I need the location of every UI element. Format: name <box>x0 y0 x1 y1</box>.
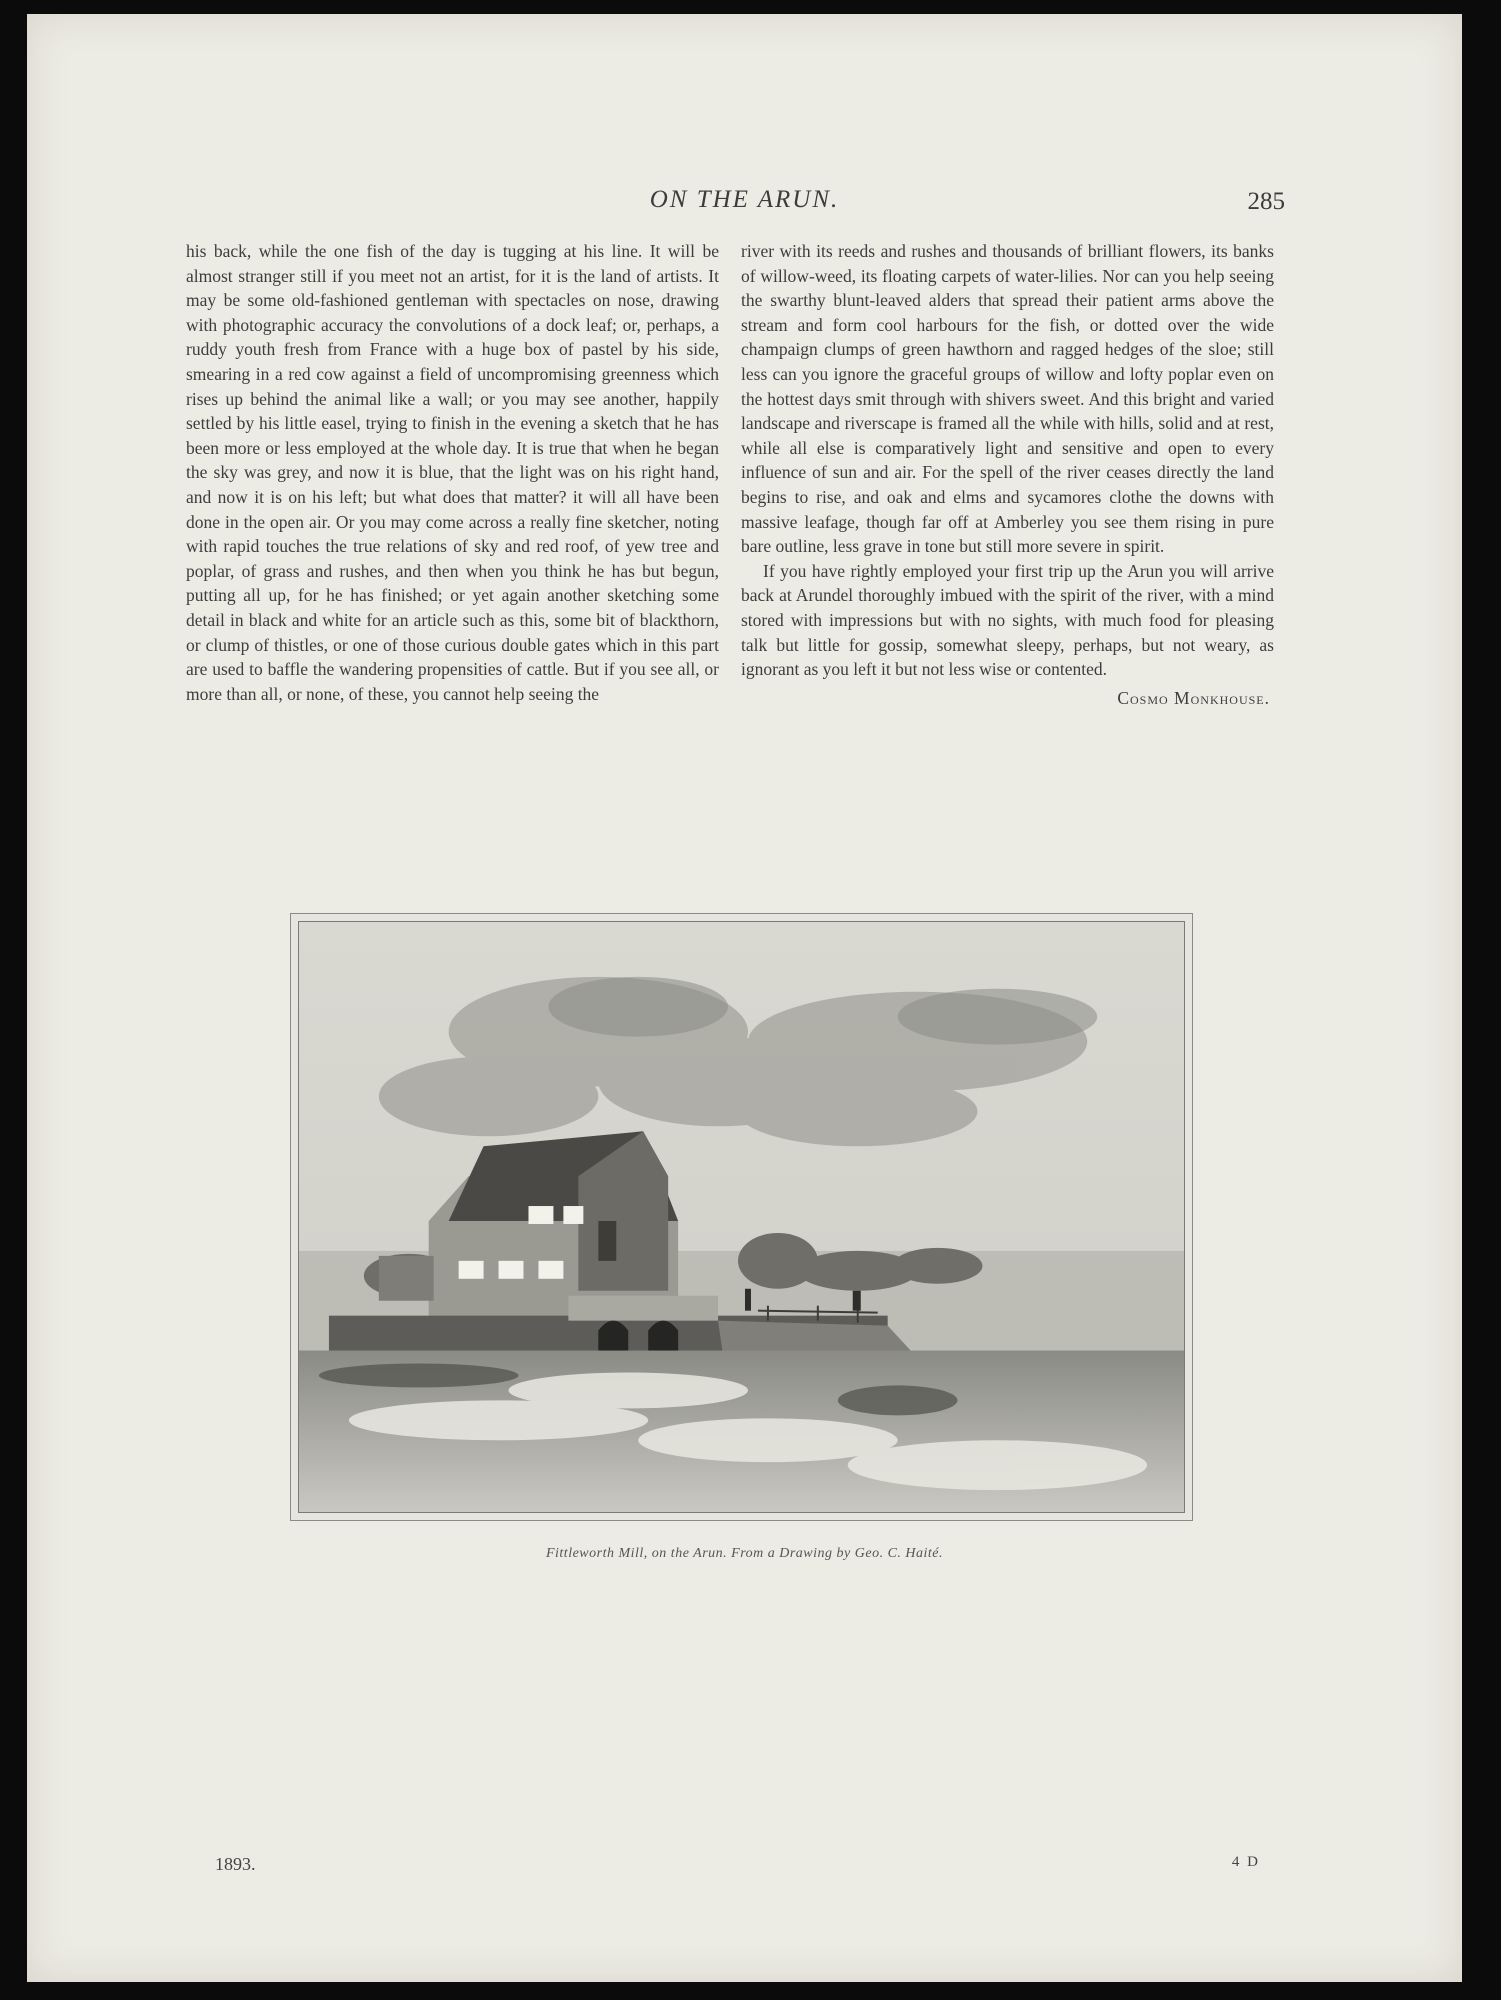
right-column-paragraph-2: If you have rightly employed your first trip up the Arun you will arrive back at Arundel thoroughly imbued with the spirit of the river, with a mind stored with impressions but with no sights, with much food for pleasing talk but little for gossip, somewhat sleepy, perhaps, but not weary, as ignorant as you left it but not less wise or contented. <box>741 560 1274 680</box>
left-column-paragraph: his back, while the one fish of the day is tugging at his line. It will be almost stranger still if you meet not an artist, for it is the land of artists. It may be some old-fashioned gentleman with spectacles on nose, drawing with photographic accuracy the convolutions of a dock leaf; or, perhaps, a ruddy youth fresh from France with a huge box of pastel by his side, smearing in a red cow against a field of uncompromising greenness which rises up behind the animal like a wall; or you may see another, happily settled by his little easel, trying to finish in the evening a sketch that he has been more or less employed at the whole day. It is true that when he began the sky was grey, and now it is blue, that the light was on his right hand, and now it is on his left; but what does that matter? it will all have been done in the open air. Or you may come across a really fine sketcher, noting with rapid touches the true relations of sky and red roof, of yew tree and poplar, of grass and rushes, and then when you think he has but begun, putting all up, for he has finished; or yet again another sketching some detail in black and white for an article such as this, some bit of blackthorn, or clump of thistles, or one of those curious double gates which in this part are used to baffle the wandering propensities of cattle. But if you see all, or more than all, or none, of these, you cannot help seeing the <box>186 241 719 704</box>
signature-mark: 4 D <box>1231 1854 1260 1870</box>
left-text-column <box>186 239 719 706</box>
illustration-plate <box>290 913 1193 1521</box>
mill-drawing <box>299 922 1184 1512</box>
footer-year: 1893. <box>215 1854 256 1874</box>
running-title: ON THE ARUN. <box>649 186 840 213</box>
right-column-paragraph-1: river with its reeds and rushes and thousands of brilliant flowers, its banks of willow-weed, its floating carpets of water-lilies. Nor can you help seeing the swarthy blunt-leaved alders that spread their patient arms above the stream and form cool harbours for the fish, or dotted over the wide champaign clumps of green hawthorn and ragged hedges of the sloe; still less can you ignore the graceful groups of willow and lofty poplar even on the hottest days smit through with shivers sweet. And this bright and varied landscape and riverscape is framed all the while with hills, solid and at rest, while all else is comparatively light and sensitive and open to every influence of sun and air. For the spell of the river ceases directly the land begins to rise, and oak and elms and sycamores clothe the downs with massive leafage, though far off at Amberley you see them rising in pure bare outline, less grave in tone but still more severe in spirit. <box>741 241 1274 557</box>
page-number: 285 <box>1247 188 1285 215</box>
book-page <box>27 14 1462 1982</box>
right-text-column <box>741 239 1274 710</box>
author-signature: Cosmo Monkhouse. <box>1117 687 1270 708</box>
illustration-caption: Fittleworth Mill, on the Arun. From a Drawing by Geo. C. Haité. <box>545 1546 944 1561</box>
mill-engraving <box>298 921 1185 1513</box>
